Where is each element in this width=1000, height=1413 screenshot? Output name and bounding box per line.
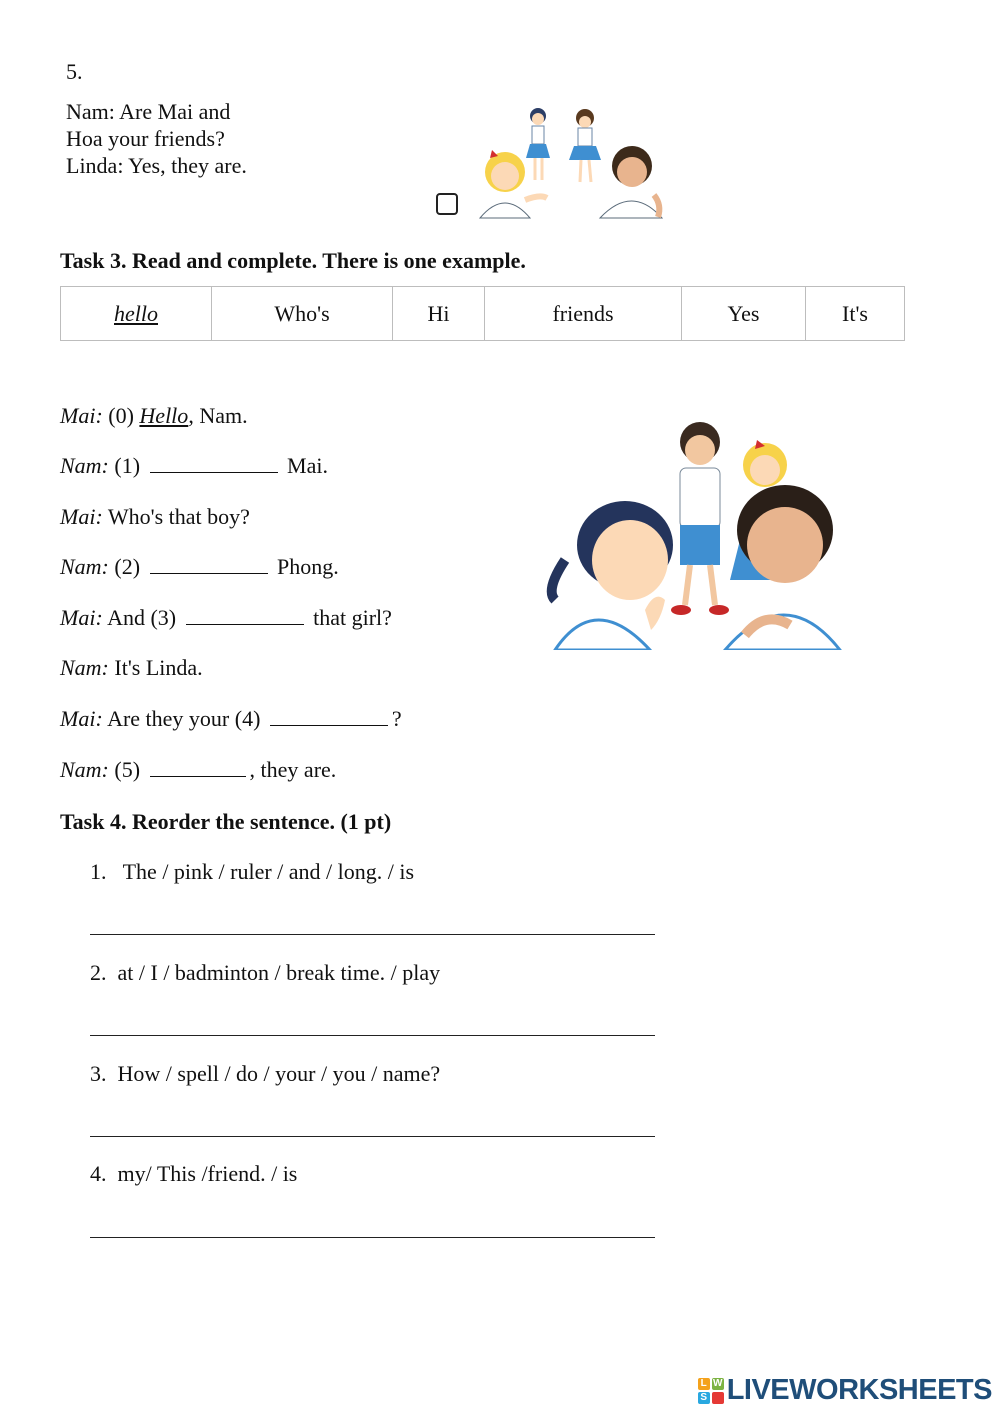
girl-figure <box>569 109 601 182</box>
speaker-label: Nam: <box>60 554 109 579</box>
task3-heading: Task 3. Read and complete. There is one example. <box>60 248 526 273</box>
blank-5[interactable] <box>150 756 246 777</box>
logo-tile: L <box>698 1378 710 1390</box>
dialog-line <box>60 604 392 631</box>
task4-heading: Task 4. Reorder the sentence. (1 pt) <box>60 809 392 834</box>
word-bank-table <box>60 286 905 341</box>
line-text: Who's that boy? <box>107 504 250 529</box>
answer-input-4[interactable] <box>90 1213 655 1238</box>
dialog-line <box>60 705 402 732</box>
word-bank-cell: Hi <box>393 287 485 341</box>
word-bank-example: hello <box>114 300 158 326</box>
item-words: The / pink / ruler / and / long. / is <box>122 859 415 884</box>
question5-dialog: Nam: Are Mai and Hoa your friends? Linda: Yes, they are. <box>66 99 247 178</box>
liveworksheets-logo <box>698 1374 992 1407</box>
dialog-line <box>60 503 250 530</box>
line-suffix: Mai. <box>287 453 328 478</box>
brand-text: LIVEWORKSHEETS <box>726 1374 992 1406</box>
speaker-label: Mai: <box>60 605 103 630</box>
girl-figure <box>526 108 550 180</box>
item-number: 1. <box>90 859 107 884</box>
line-prefix: (1) <box>114 453 141 478</box>
line-suffix: , Nam. <box>188 403 248 428</box>
item-number: 3. <box>90 1061 107 1086</box>
dialog-line <box>60 452 328 479</box>
blank-2[interactable] <box>150 553 268 574</box>
blank-3[interactable] <box>186 604 304 625</box>
line-suffix: Phong. <box>277 554 339 579</box>
reorder-item <box>90 1160 297 1187</box>
line-prefix: (0) <box>108 403 134 428</box>
children-greeting-illustration <box>545 420 845 650</box>
speaker-label: Nam: <box>60 453 109 478</box>
line-prefix: And (3) <box>107 605 177 630</box>
item-words: How / spell / do / your / you / name? <box>117 1061 441 1086</box>
dialog-line <box>60 402 248 429</box>
reorder-item <box>90 1060 440 1087</box>
line-suffix: ? <box>391 706 402 731</box>
reorder-item <box>90 959 440 986</box>
answer-input-1[interactable] <box>90 910 655 935</box>
speaker-label: Nam: <box>60 757 109 782</box>
item-words: at / I / badminton / break time. / play <box>117 960 441 985</box>
line-prefix: Are they your (4) <box>107 706 261 731</box>
word-bank-cell: It's <box>806 287 905 341</box>
answer-input-2[interactable] <box>90 1011 655 1036</box>
logo-tile <box>712 1392 724 1404</box>
line-text: It's Linda. <box>114 655 203 680</box>
speaker-label: Mai: <box>60 403 103 428</box>
line-suffix: , they are. <box>249 757 337 782</box>
example-answer: Hello <box>139 403 189 428</box>
question-number: 5. <box>66 59 83 84</box>
brand-logo-icon <box>698 1378 724 1404</box>
dialog-line <box>60 756 336 783</box>
girl-figure <box>480 150 547 218</box>
speaker-label: Nam: <box>60 655 109 680</box>
dialog-line <box>60 654 203 681</box>
line-suffix: that girl? <box>313 605 392 630</box>
boy-figure <box>600 146 662 218</box>
speaker-label: Mai: <box>60 504 103 529</box>
blank-4[interactable] <box>270 705 388 726</box>
word-bank-cell: Yes <box>682 287 806 341</box>
speaker-label: Mai: <box>60 706 103 731</box>
dialog-line <box>60 553 339 580</box>
answer-input-3[interactable] <box>90 1112 655 1137</box>
word-bank-cell: friends <box>485 287 682 341</box>
girl-figure <box>552 501 673 650</box>
boy-figure <box>671 422 729 615</box>
line-prefix: (2) <box>114 554 141 579</box>
blank-1[interactable] <box>150 452 278 473</box>
item-number: 2. <box>90 960 107 985</box>
answer-checkbox[interactable] <box>436 193 458 215</box>
line-prefix: (5) <box>114 757 141 782</box>
logo-tile: W <box>712 1378 723 1389</box>
item-number: 4. <box>90 1161 107 1186</box>
logo-tile: S <box>698 1392 710 1404</box>
word-bank-cell: Who's <box>212 287 393 341</box>
word-bank-cell <box>61 287 212 341</box>
reorder-item <box>90 858 414 885</box>
item-words: my/ This /friend. / is <box>117 1161 298 1186</box>
children-illustration <box>470 100 670 220</box>
